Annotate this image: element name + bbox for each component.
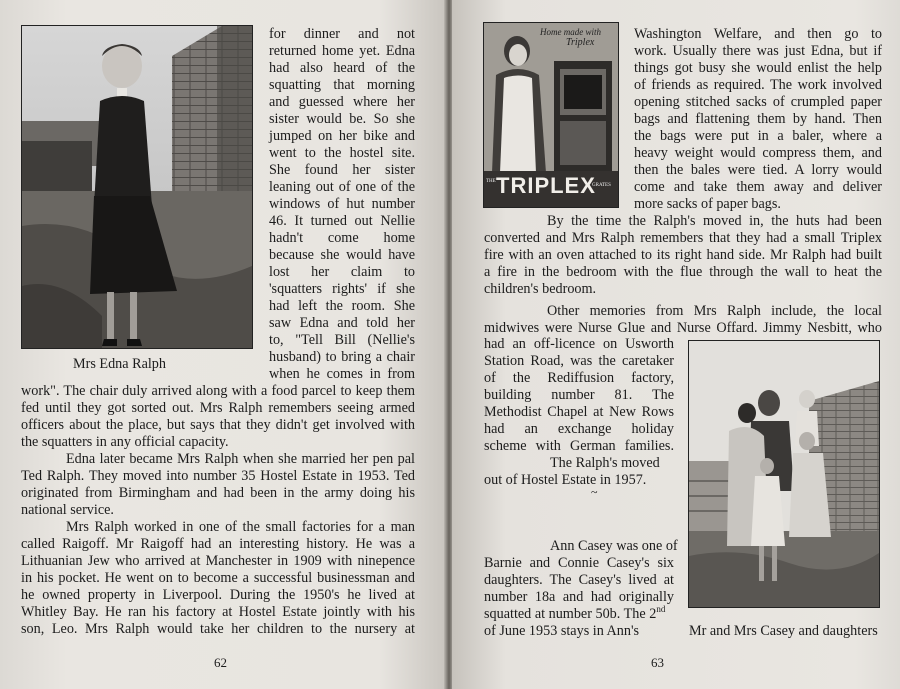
advert-small-text: GRATES [592,183,611,188]
body-line: Edna later became Mrs Ralph when she married her pen pal [66,451,415,467]
column-line: scheme with German families. [484,438,674,454]
column-line: jumped on her bike and [269,128,415,144]
column-line: of June 1953 stays in Ann's [484,623,640,639]
column-line: Washington Welfare, and then go to [634,26,882,42]
column-line: the bags were put in a baler, where a [634,128,882,144]
right-page [452,0,900,689]
casey-family-photo [688,340,880,608]
column-line: husband) to bring a chair [269,349,415,365]
body-line: the squatters in any official capacity. [21,434,229,450]
column-line: squatting that morning [269,77,415,93]
column-line: more sacks of paper bags. [634,196,781,212]
edna-ralph-photo [21,25,253,349]
body-line: converted and Mrs Ralph remembers that they had a small Triplex [484,230,882,246]
body-line: called Raigoff. Mr Raigoff had an interesting history. He was a [21,536,415,552]
column-line: out of Hostel Estate in 1957. [484,472,647,488]
column-line: 46. It turned out Nellie [269,213,415,229]
column-line: She found her sister [269,162,415,178]
column-line: number 18a and had originally [484,589,674,605]
right-lower-column [484,336,674,489]
column-line: to, "Tell Bill (Nellie's [269,332,415,348]
body-line: midwives were Nurse Glue and Nurse Offard. Jimmy Nesbitt, who [484,320,882,336]
column-line: for dinner and not [269,26,415,42]
column-line: saw Edna and told her [269,315,415,331]
column-line: 'squatters rights' if she [269,281,415,297]
triplex-advert-image [483,22,619,208]
column-line: Station Road, was the caretaker [484,353,674,369]
body-line: By the time the Ralph's moved in, the huts had been [547,213,882,229]
body-line: fed until they got sorted out. Mrs Ralph remembers seeing armed [21,400,415,416]
body-line: Mrs Ralph worked in one of the small factories for a man [66,519,415,535]
advert-wordmark: TRIPLEX [496,173,596,198]
column-line: work. Usually there was just Edna, but if [634,43,882,59]
body-line: children's bedroom. [484,281,597,297]
column-line: come and take them away and deliver [634,179,882,195]
column-line: windows of hut number [269,196,415,212]
column-line: and guessed where her [269,94,415,110]
column-line: The Ralph's moved [550,455,660,471]
column-line: Methodist Chapel at New Rows [484,404,674,420]
body-line: national service. [21,502,114,518]
column-line: bags and flattening them by hand. Then [634,111,882,127]
advert-script-text: Home made with [540,27,601,37]
column-line: building number 81. The [484,387,674,403]
body-line: work". The chair duly arrived along with a food parcel to keep them [21,383,415,399]
column-line: heavy weight would compress them, and [634,145,882,161]
column-line: Barnie and Connie Casey's six [484,555,674,571]
section-separator: ~ [591,485,598,499]
body-line: Ted Ralph. They moved into number 35 Hostel Estate in 1953. Ted [21,468,415,484]
body-line: son, Leo. Mrs Ralph would take her children to the nursery at [21,621,415,637]
body-line: officers about the place, but says that they didn't get involved with [21,417,415,433]
column-line: sister would be. So she [269,111,415,127]
left-narrow-column [269,26,415,383]
page-number: 62 [214,655,227,670]
right-top-column [634,26,882,213]
body-line: Whitley Bay. He ran his factory at Hostel Estate jointly with his [21,604,415,620]
right-bottom-column [484,538,678,640]
column-line: went to the hostel site. [269,145,415,161]
column-line: because she would have [269,247,415,263]
right-full-column [484,213,882,337]
page-number: 63 [651,655,664,670]
column-line: when he comes in from [269,366,415,382]
column-line: opening stitched sacks of crumpled paper [634,94,882,110]
body-line: Other memories from Mrs Ralph include, the local [547,303,882,319]
column-line: had left the room. She [269,298,415,314]
photo-caption: Mr and Mrs Casey and daughters [689,623,878,639]
column-line: had an off-licence on Usworth [484,336,674,352]
column-line: Ann Casey was one of [550,538,678,554]
column-line: of friends as required. The work involved [634,77,882,93]
column-line [484,606,674,623]
column-line: of the Rediffusion factory, [484,370,674,386]
advert-brand-script: Triplex [566,37,595,48]
column-line: returned home yet. Edna [269,43,415,59]
body-line: fire with an oven attached to its right hand side. Mr Ralph had built [484,247,882,263]
column-line: leaning out of one of the [269,179,415,195]
ordinal-superscript: nd [656,604,666,614]
column-line: daughters. The Casey's lived at [484,572,674,588]
body-line: in his pocket. He went on to become a successful businessman and [21,570,415,586]
column-line: lost her claim to [269,264,415,280]
left-full-column [21,383,415,638]
column-line: had also heard of the [269,60,415,76]
photo-caption: Mrs Edna Ralph [73,356,166,372]
column-line: then the bales were tied. A lorry would [634,162,882,178]
body-line: originated from Birmingham and had been in the army doing his [21,485,415,501]
body-line: Lithuanian Jew who arrived at Manchester in 1909 with ninepence [21,553,415,569]
column-line: things got busy she would enlist the help [634,60,882,76]
advert-small-text: THE [486,179,496,184]
left-page [0,0,446,689]
column-line: hadn't come home [269,230,415,246]
column-line-text: squatted at number 50b. The 2 [484,606,657,622]
column-line: had an exchange holiday [484,421,674,437]
body-line: he owned property in Liverpool. During the 1950's he lived at [21,587,415,603]
body-line: a fire in the bedroom with the flue through the wall to heat the [484,264,882,280]
